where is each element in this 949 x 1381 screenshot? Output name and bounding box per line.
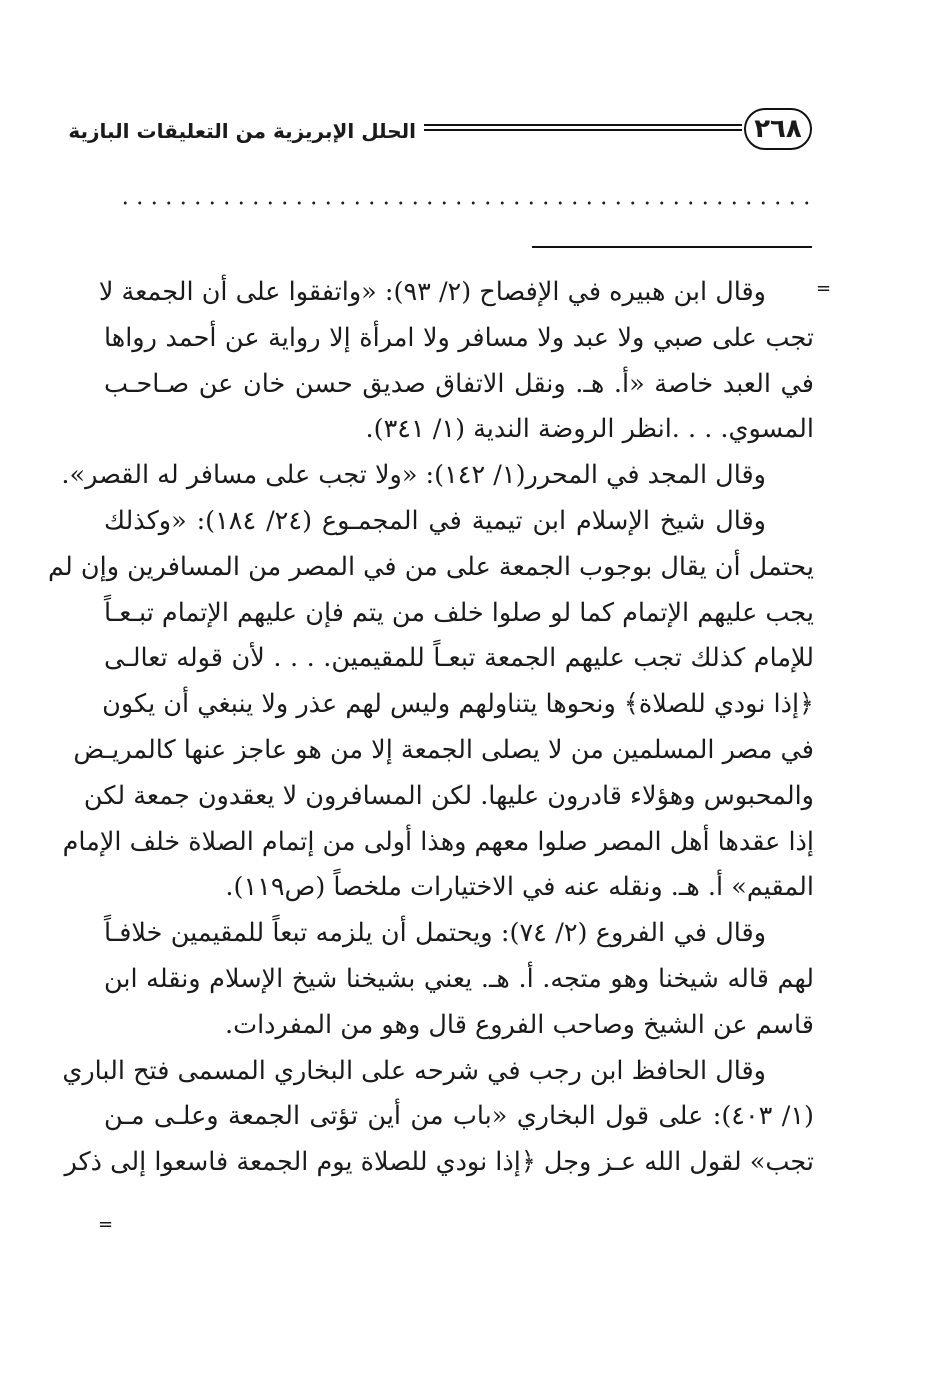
text-line: قاسم عن الشيخ وصاحب الفروع قال وهو من المفردات. bbox=[224, 1009, 814, 1040]
footnote-separator bbox=[532, 246, 812, 248]
text-line: وقال المجد في المحرر(١/ ١٤٢): «ولا تجب على مسافر له القصر». bbox=[61, 460, 766, 491]
text-line: (١/ ٤٠٣): على قول البخاري «باب من أين تؤتى الجمعة وعلـى مـن bbox=[104, 1101, 814, 1132]
text-line: في العبد خاصة «أ. هـ. ونقل الاتفاق صديق حسن خان عن صـاحـب bbox=[104, 368, 814, 399]
text-line: إذا عقدها أهل المصر صلوا معهم وهذا أولى من إتمام الصلاة خلف الإمام bbox=[62, 826, 814, 857]
text-line: لهم قاله شيخنا وهو متجه. أ. هـ. يعني بشيخنا شيخ الإسلام ونقله ابن bbox=[104, 963, 814, 994]
text-line: يحتمل أن يقال بوجوب الجمعة على من في المصر من المسافرين وإن لم bbox=[48, 551, 814, 582]
header-rule bbox=[424, 124, 742, 136]
text-line: المقيم» أ. هـ. ونقله عنه في الاختيارات ملخصاً (ص١١٩). bbox=[225, 872, 814, 903]
text-line: وقال ابن هبيره في الإفصاح (٢/ ٩٣): «واتفقوا على أن الجمعة لا bbox=[98, 277, 766, 307]
text-line: والمحبوس وهؤلاء قادرون عليها. لكن المسافرون لا يعقدون جمعة لكن bbox=[83, 780, 814, 811]
end-continuation-mark: = bbox=[98, 1214, 114, 1235]
text-line: وقال في الفروع (٢/ ٧٤): ويحتمل أن يلزمه تبعاً للمقيمين خلافـاً bbox=[104, 918, 767, 949]
text-line: تجب على صبي ولا عبد ولا مسافر ولا امرأة إلا رواية عن أحمد رواها bbox=[104, 322, 814, 353]
page-number: ٢٦٨ bbox=[744, 108, 812, 150]
dot-leader bbox=[118, 196, 814, 210]
footnote-body bbox=[48, 270, 814, 1186]
continuation-mark: = bbox=[816, 278, 832, 299]
text-line: تجب» لقول الله عـز وجل ﴿إذا نودي للصلاة يوم الجمعة فاسعوا إلى ذكر bbox=[64, 1147, 814, 1178]
text-line: يجب عليهم الإتمام كما لو صلوا خلف من يتم فإن عليهم الإتمام تبـعـاً bbox=[104, 597, 814, 628]
running-title: الحلل الإبريزية من التعليقات البازية bbox=[68, 119, 416, 143]
text-line: المسوي. . . .انظر الروضة الندية (١/ ٣٤١). bbox=[365, 414, 814, 445]
page-header bbox=[68, 108, 814, 156]
text-line: وقال شيخ الإسلام ابن تيمية في المجمـوع (٢٤/ ١٨٤): «وكذلك bbox=[104, 505, 766, 536]
text-line: في مصر المسلمين من لا يصلى الجمعة إلا من هو عاجز عنها كالمريـض bbox=[73, 734, 814, 765]
text-line: ﴿إذا نودي للصلاة﴾ ونحوها يتناولهم وليس لهم عذر ولا ينبغي أن يكون bbox=[102, 689, 814, 720]
text-line: وقال الحافظ ابن رجب في شرحه على البخاري المسمى فتح الباري bbox=[62, 1055, 766, 1086]
text-line: للإمام كذلك تجب عليهم الجمعة تبعـاً للمقيمين. . . . لأن قوله تعالـى bbox=[104, 643, 814, 674]
